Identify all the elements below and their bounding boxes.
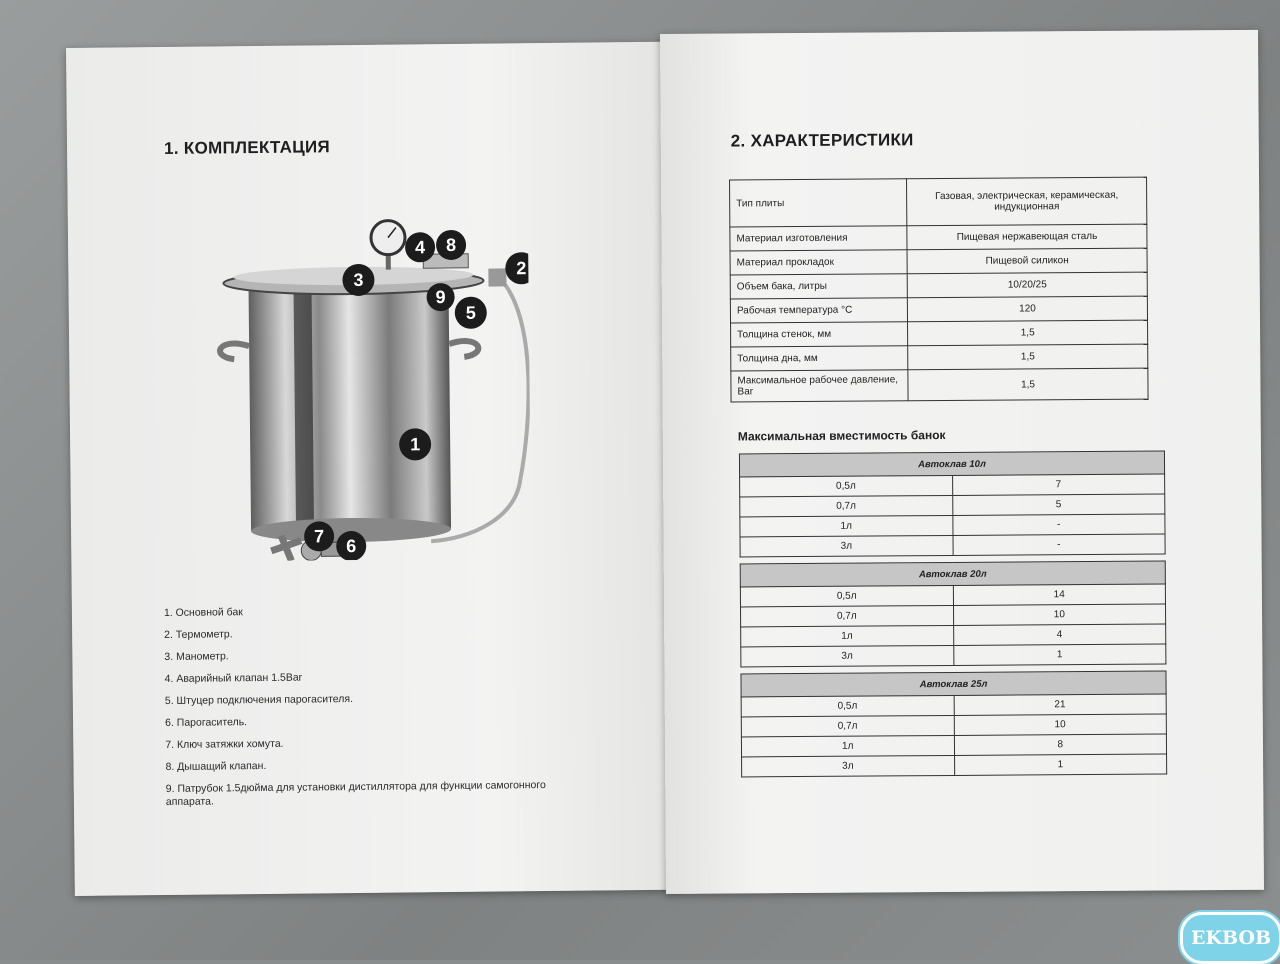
pot-body: [249, 289, 452, 531]
callout-4: 4: [415, 237, 425, 257]
spec-label: Объем бака, литры: [730, 274, 907, 299]
jar-count: -: [952, 514, 1165, 535]
left-page: [66, 42, 675, 896]
table-header-row: [739, 451, 1164, 477]
table-row: [730, 248, 1147, 275]
list-item: 8. Дышащий клапан.: [165, 757, 585, 774]
callout-6: 6: [346, 536, 356, 556]
callout-9: 9: [436, 287, 446, 307]
table-row: [742, 754, 1167, 777]
table-row: [741, 644, 1166, 667]
jar-size: 1л: [740, 515, 953, 536]
table-row: [731, 344, 1148, 371]
jar-size: 0,7л: [741, 605, 954, 626]
jar-count: 7: [952, 474, 1165, 495]
list-item: 5. Штуцер подключения парогасителя.: [165, 691, 585, 708]
jar-size: 0,7л: [741, 715, 954, 736]
table-header-row: [740, 561, 1165, 587]
callout-1: 1: [410, 434, 420, 454]
spec-value: 1,5: [908, 344, 1148, 370]
jar-size: 3л: [741, 645, 954, 666]
jar-count: 1: [953, 644, 1166, 665]
callout-3: 3: [353, 270, 363, 290]
table-row: [740, 534, 1165, 557]
spec-label: Максимальное рабочее давление, Bar: [731, 370, 908, 402]
list-item: 3. Манометр.: [164, 647, 584, 664]
callout-8: 8: [446, 235, 456, 255]
jar-table-title: Автоклав 10л: [739, 451, 1164, 477]
section-title-specs: 2. ХАРАКТЕРИСТИКИ: [731, 130, 914, 151]
list-item: 6. Парогаситель.: [165, 713, 585, 730]
jar-count: 10: [954, 714, 1167, 735]
table-row: [730, 224, 1147, 251]
jar-count: 5: [952, 494, 1165, 515]
jar-table-title: Автоклав 20л: [740, 561, 1165, 587]
section-title-kit: 1. КОМПЛЕКТАЦИЯ: [164, 137, 330, 159]
table-row: [730, 296, 1147, 323]
spec-value: 10/20/25: [907, 272, 1147, 298]
spec-value: Пищевая нержавеющая сталь: [907, 224, 1147, 250]
spec-table: [729, 177, 1149, 403]
jar-count: 8: [954, 734, 1167, 755]
spec-label: Материал изготовления: [730, 226, 907, 251]
jar-size: 0,5л: [740, 475, 953, 496]
jar-size: 3л: [742, 755, 955, 776]
spec-label: Толщина стенок, мм: [731, 322, 908, 347]
spec-value: Пищевой силикон: [907, 248, 1147, 274]
table-row: [731, 368, 1148, 402]
jar-count: 14: [953, 584, 1166, 605]
callout-7: 7: [314, 526, 324, 546]
spec-label: Материал прокладок: [730, 250, 907, 275]
table-row: [730, 272, 1147, 299]
spec-label: Тип плиты: [730, 179, 907, 227]
jar-count: 1: [954, 754, 1167, 775]
watermark-logo: EKBOB: [1180, 912, 1280, 964]
jar-size: 1л: [741, 735, 954, 756]
right-page: [660, 30, 1264, 894]
manometer-icon: [371, 220, 405, 254]
jar-size: 0,5л: [741, 695, 954, 716]
parts-list: [164, 603, 586, 818]
jar-size: 3л: [740, 535, 953, 556]
jar-count: 4: [953, 624, 1166, 645]
table-row: [730, 177, 1147, 227]
spec-value: Газовая, электрическая, керамическая, индукционная: [907, 177, 1147, 226]
spec-value: 120: [907, 296, 1147, 322]
clamp-key-icon: [271, 536, 301, 561]
jar-table-20l: [740, 560, 1167, 667]
list-item: 9. Патрубок 1.5дюйма для установки дистиллятора для функции самогонного аппарата.: [166, 779, 586, 809]
callout-5: 5: [466, 303, 476, 323]
spec-label: Толщина дна, мм: [731, 346, 908, 371]
jar-table-title: Автоклав 25л: [741, 671, 1166, 697]
jar-count: -: [953, 534, 1166, 555]
jar-size: 1л: [741, 625, 954, 646]
jar-count: 21: [954, 694, 1167, 715]
autoclave-illustration: [197, 178, 531, 561]
spec-value: 1,5: [908, 368, 1148, 401]
list-item: 2. Термометр.: [164, 625, 584, 642]
jar-size: 0,7л: [740, 495, 953, 516]
table-row: [731, 320, 1148, 347]
jar-count: 10: [953, 604, 1166, 625]
list-item: 1. Основной бак: [164, 603, 584, 620]
spec-value: 1,5: [908, 320, 1148, 346]
list-item: 7. Ключ затяжки хомута.: [165, 735, 585, 752]
jar-table-10l: [739, 450, 1166, 557]
table-header-row: [741, 671, 1166, 697]
callout-2: 2: [516, 258, 526, 278]
jar-table-25l: [740, 670, 1167, 777]
jar-capacity-heading: Максимальная вместимость банок: [738, 428, 946, 443]
spec-label: Рабочая температура °С: [730, 298, 907, 323]
list-item: 4. Аварийный клапан 1.5Bar: [165, 669, 585, 686]
jar-size: 0,5л: [740, 585, 953, 606]
